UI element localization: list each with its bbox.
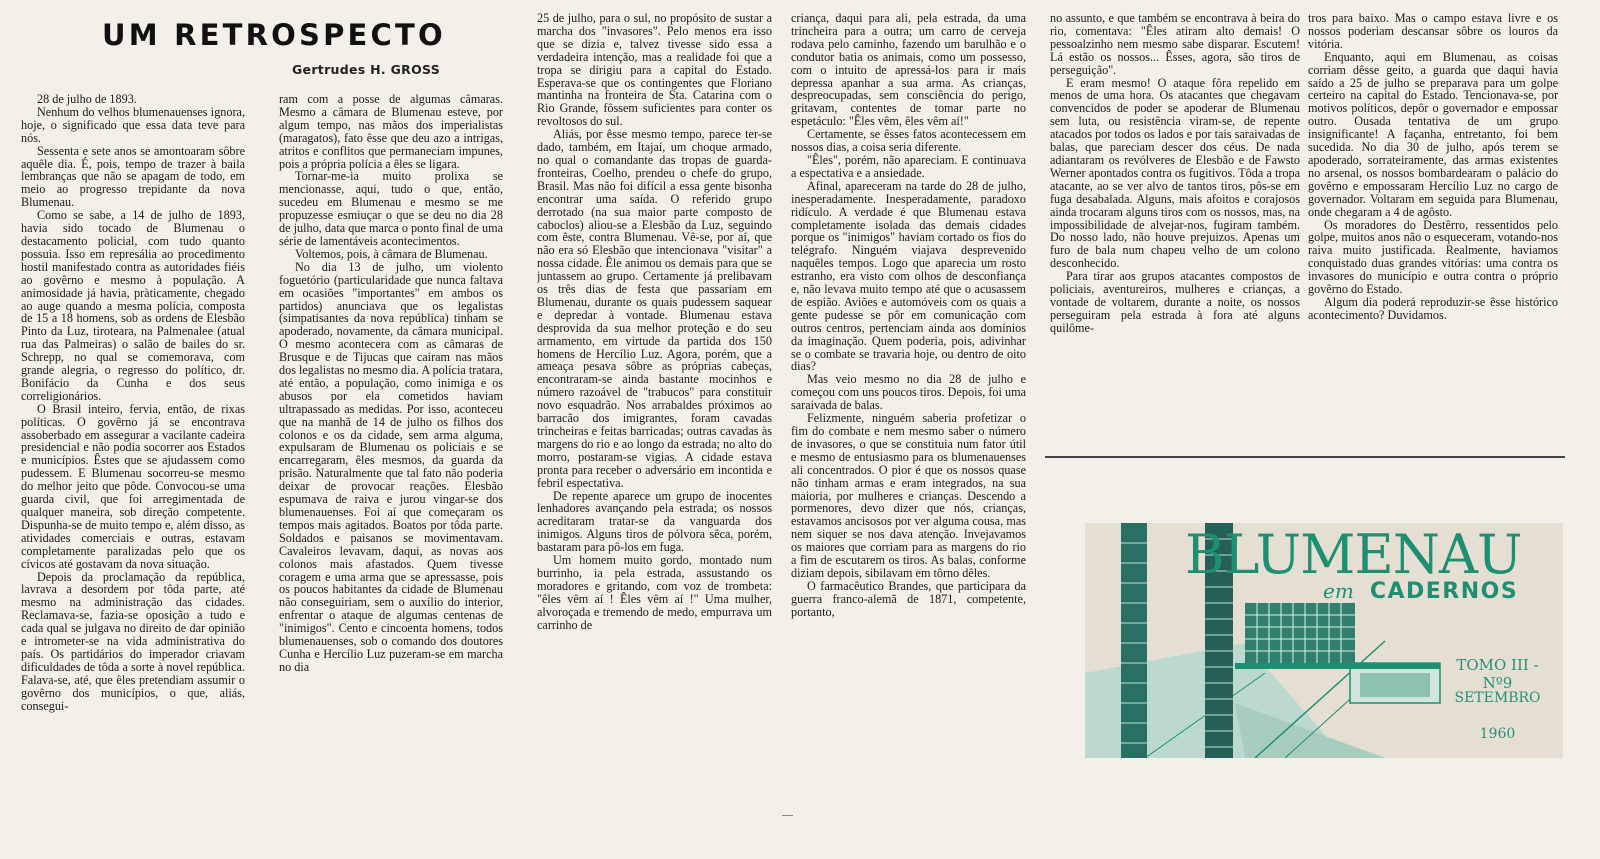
paragraph: Nenhum do velhos blumenauenses ignora, hoje, o significado que essa data teve para nós. (21, 104, 245, 145)
paragraph: no assunto, e que também se encontrava à beira do rio, comentava: "Êles atiram alto demais! O pessoalzinho nem mesmo sabe disparar. Escutem! Lá estão os nossos... Êsses, agora, são tiros de perseguição". (1050, 12, 1300, 77)
paragraph: "Êles", porém, não apareciam. E continuava a espectativa e a ansiedade. (791, 152, 1026, 180)
paragraph: 28 de julho de 1893. (37, 93, 137, 106)
paragraph: Algum dia poderá reproduzir-se êsse histórico acontecimento? Duvidamos. (1308, 294, 1558, 322)
paragraph: Depois da proclamação da república, lavrava a desordem por tôda parte, até mesmo na administração das cidades. Reclamava-se, fazia-se oposição a tudo e cada qual se julgava no direito de dar opinião e intrometer-se na vida administrativa do país. Os partidários do imperador criavam dificuldades de tôda a sorte à novel república. Falava-se, até, que êles pretendiam assumir o govêrno dos municípios, o que, aliás, consegui- (21, 569, 245, 713)
paragraph: No dia 13 de julho, um violento foguetório (particularidade que nunca faltava em ocasiões "importantes" em ambos os partidos) anunciava que os legalistas (simpatisantes da nova república) tinham se apoderado, novamente, da câmara municipal. O mesmo acontecera com as câmaras de Brusque e de Tijucas que cairam nas mãos dos legalistas no mesmo dia. A polícia tratara, até então, a população, como inimiga e os abusos por ela cometidos haviam ultrapassado as medidas. Por isso, aconteceu que na manhã de 14 de julho os filhos dos colonos e os da cidade, sem arma alguma, expulsaram de Blumenau os policiais e se encarregaram, êles mesmos, da guarda da prisão. Naturalmente que tal fato não poderia deixar de provocar reações. Elesbão espumava de raiva e jurou vingar-se dos blumenauenses. Foi aí que começaram os tempos mais agitados. Boatos por tôda parte. Soldados e paisanos se movimentavam. Cavaleiros levavam, daqui, as novas aos colonos mais afastados. Quem tivesse coragem e uma arma que se apressasse, pois os poucos habitantes da cidade de Blumenau não conseguiriam, sem o auxílio do interior, enfrentar o ataque de algumas centenas de "inimigos". Cento e cincoenta homens, todos blumenauenses, sob o comando dos doutores Cunha e Hercílio Luz puzeram-se em marcha no dia (279, 259, 503, 674)
paragraph: O Brasil inteiro, fervia, então, de rixas políticas. O govêrno já se encontrava assoberbado em assegurar a vacilante cadeira presidencial e não podia socorrer aos Estados e municípios. Êstes que se ajudassem como pudessem. E Blumenau socorreu-se mesmo do melhor jeito que pôde. Convocou-se uma guarda civil, que foi arregimentada de qualquer maneira, sob direção competente. Dispunha-se de muito tempo e, além disso, as atividades comerciais e outras, estavam completamente paralizadas pelo que os cívicos até gostavam da nova situação. (21, 401, 245, 571)
cover-subtitle-main: CADERNOS (1369, 579, 1519, 604)
cover-title: BLUMENAU (1185, 523, 1522, 586)
paragraph: Mas veio mesmo no dia 28 de julho e começou com uns poucos tiros. Depois, foi uma saraivada de balas. (791, 372, 1026, 413)
paragraph: Para tirar aos grupos atacantes compostos de policiais, aventureiros, mulheres e crianças, a vontade de voltarem, durante a noite, os nossos perseguiram pela estrada à fora até alguns quilôme- (1050, 269, 1300, 335)
paragraph: Afinal, apareceram na tarde do 28 de julho, inesperadamente. Inesperadamente, paradoxo ridículo. A verdade é que Blumenau estava completamente isolada das demais cidades porque os "inimigos" haviam cortado os fios do telégrafo. Ninguém viajava desprevenido naquêles tempos. Logo que aparecia um rosto estranho, era visto com olhos de desconfiança e, não levava muito tempo até que o acusassem de espião. Aviões e automóveis com os quais a gente pudesse se pôr em comunicação com outros centros, pertenciam ainda aos domínios da imaginação. Quem poderia, pois, adivinhar se o combate se travaria hoje, ou dentro de oito dias? (791, 178, 1026, 374)
article-column-6 (1308, 12, 1558, 448)
paragraph: Os moradores do Destêrro, ressentidos pelo golpe, muitos anos não o esqueceram, votando-nos raiva muito justificada. Realmente, haviamos conquistado duas grandes vitórias: uma contra os invasores do município e outra contra o próprio govêrno do Estado. (1308, 217, 1558, 297)
paragraph: O farmacêutico Brandes, que participara da guerra franco-alemã de 1871, competente, portanto, (791, 578, 1026, 619)
paragraph: Sessenta e sete anos se amontoaram sôbre aquêle dia. É, pois, tempo de trazer à baila lembranças que não se apagam de todo, em meio ao progresso trepidante da nova Blumenau. (21, 143, 245, 210)
section-divider (1045, 456, 1565, 458)
paragraph: tros para baixo. Mas o campo estava livre e os nossos poderiam descansar sôbre os louros da vitória. (1308, 12, 1558, 51)
paragraph: E eram mesmo! O ataque fôra repelido em menos de uma hora. Os atacantes que chegavam convencidos de poder se apoderar de Blumenau sem luta, ou resistência viram-se, de repente atacados por todos os lados e por tais saraivadas de balas, que pareciam descer dos céus. De nada adiantaram os revólveres de Elesbão e de Fawsto Werner apontados contra os fugitivos. Tôda a tropa atacante, ao se ver alvo de tantos tiros, pôs-se em fuga desabalada. Alguns, mais afoitos e corajosos ainda trocaram alguns tiros com os nossos, mas, na impossibilidade de alvejar-nos, fugiram também. Do nosso lado, não houve prejuizos. Apenas um furo de bala num chapeu velho de um colono desconhecido. (1050, 75, 1300, 271)
paragraph: De repente aparece um grupo de inocentes lenhadores avançando pela estrada; os nossos acreditaram tratar-se da vanguarda dos inimigos. Alguns tiros de pólvora sêca, porém, bastaram para pô-los em fuga. (537, 488, 772, 555)
paragraph: Um homem muito gordo, montado num burrinho, ia pela estrada, assustando os moradores e gritando, com voz de trombeta: "êles vêm aí ! Êles vêm aí !" Uma mulher, alvoroçada e tremendo de medo, empurrava um carrinho de (537, 553, 772, 632)
paragraph: 25 de julho, para o sul, no propósito de sustar a marcha dos "invasores". Pelo menos era isso que se dizia e, talvez tivesse sido essa a verdadeira intenção, mas a realidade foi que a tropa se dirigiu para a capital do Estado. Esperava-se que os contingentes que Floriano mantinha na fronteira de Sta. Catarina com o Rio Grande, fôssem suficientes para conter os revoltosos do sul. (537, 12, 772, 129)
paragraph: Voltemos, pois, à câmara de Blumenau. (295, 246, 488, 261)
article-title: UM RETROSPECTO (102, 18, 446, 52)
article-column-5 (1050, 12, 1300, 448)
paragraph: criança, daqui para ali, pela estrada, da uma trincheira para a outra; um carro de cerveja rodava pelo caminho, fazendo um barulhão e o condutor batia os animais, como um possesso, com o intuito de apressá-los para ir mais depressa apanhar a sua arma. As crianças, despreocupadas, sem consciência do perigo, gritavam, contentes de tomar parte no espetáculo: "Êles vêm, êles vêm aí!" (791, 12, 1026, 129)
cover-volume: TOMO III - Nº9 (1456, 656, 1539, 692)
paragraph: ram com a posse de algumas câmaras. Mesmo a câmara de Blumenau esteve, por algum tempo, nas mãos dos imperialistas (maragatos), fato êsse que deu azo a intrigas, atritos e conflitos que permaneciam impunes, pois a própria polícia a êles se ligara. (279, 93, 503, 171)
cover-subtitle (1323, 579, 1518, 604)
article-column-1 (21, 93, 245, 815)
paragraph: Aliás, por êsse mesmo tempo, parece ter-se dado, também, em Itajaí, um choque armado, no qual o comandante das tropas de guarda-fronteiras, Coelho, prendeu o chefe do grupo, Brasil. Mas não foi difícil a essa gente bisonha encontrar uma saída. O referido grupo derrotado (na sua maior parte composto de caboclos) aliou-se a Elesbão da Luz, seguindo com êste, contra Blumenau. Vê-se, por aí, que não era só Elesbão que intencionava "visitar" a nossa cidade. Êle animou os demais para que se juntassem ao grupo. Certamente já prelibavam os três dias de festa que passariam em Blumenau, durante os quais pudessem saquear e depredar à vontade. Blumenau estava desprovida da sua melhor proteção e do seu armamento, em virtude da partida dos 150 homens de Hercílio Luz. Agora, porém, que a ameaça pesava sôbre as próprias cabeças, encontraram-se ainda bastante mocinhos e número razoável de "trabucos" para constituir novo esquadrão. Nos arrabaldes próximos ao barracão dos imigrantes, foram cavadas trincheiras e feitas barricadas; outras cavadas às margens do rio e ao longo da estrada; no alto do morro, postaram-se vigias. A cidade estava pronta para receber o adversário em incontida e febril espectativa. (537, 127, 772, 490)
paragraph: Felizmente, ninguém saberia profetizar o fim do combate e nem mesmo saber o número de invasores, o que se constituia num fator útil e mesmo de entusiasmo para os blumenauenses ali concentrados. O pior é que os nossos quase não tinham armas e eram integrados, na sua maioria, por mulheres e crianças. Descendo a pormenores, devo dizer que nós, crianças, estavamos ancisosos por ver alguma cousa, mas nem siquer se nos dava atenção. Invejavamos os maiores que corriam para as margens do rio a fim de escutarem os tiros. As balas, conforme diziam depois, sibilavam em tôrno dêles. (791, 411, 1026, 580)
paragraph: Enquanto, aqui em Blumenau, as coisas corriam dêsse geito, a guarda que daqui havia saído a 25 de julho se preparava para um golpe certeiro na capital do Estado. Tencionava-se, por motivos políticos, depôr o governador e empossar outro. Ousada tentativa de um grupo insignificante! A façanha, entretanto, foi bem sucedida. No dia 30 de julho, após terem se apoderado, sorrateiramente, das armas existentes no arsenal, os nossos bombardearam o palácio do govêrno e empossaram Hercílio Luz no cargo de governador. Voltaram em seguida para Blumenau, onde chegaram a 4 de agôsto. (1308, 49, 1558, 219)
article-author: Gertrudes H. GROSS (292, 62, 441, 77)
article-column-3 (537, 12, 772, 815)
magazine-cover (1085, 523, 1563, 758)
paragraph: Como se sabe, a 14 de julho de 1893, havia sido tocado de Blumenau o destacamento policial, com tudo quanto possuia. Isso em represália ao procedimento hostil manifestado contra as autoridades fiéis ao govêrno e mesmo à população. A animosidade já havia, pràticamente, chegado ao auge quando a mesma polícia, composta de 15 a 18 homens, sob as ordens de Elesbão Pinto da Luz, tiroteara, na Palmenalee (atual rua das Palmeiras) o salão de bailes do sr. Schrepp, no qual se comemorava, com grande alegria, o regresso do político, dr. Bonifácio da Cunha e dos seus correligionários. (21, 208, 245, 403)
page-number: — (782, 809, 793, 821)
paragraph: Certamente, se êsses fatos acontecessem em nossos dias, a coisa seria diferente. (791, 127, 1026, 155)
cover-year: 1960 (1479, 726, 1516, 742)
article-column-2 (279, 93, 503, 815)
paragraph: Tornar-me-ia muito prolixa se mencionasse, aqui, tudo o que, então, sucedeu em Blumenau e mesmo se me propuzesse esmiuçar o que se deu no dia 28 de julho, data que marca o ponto final de uma série de lamentáveis acontecimentos. (279, 169, 503, 248)
cover-subtitle-em: em (1323, 579, 1354, 603)
cover-month: SETEMBRO (1454, 690, 1541, 706)
article-column-4 (791, 12, 1026, 815)
